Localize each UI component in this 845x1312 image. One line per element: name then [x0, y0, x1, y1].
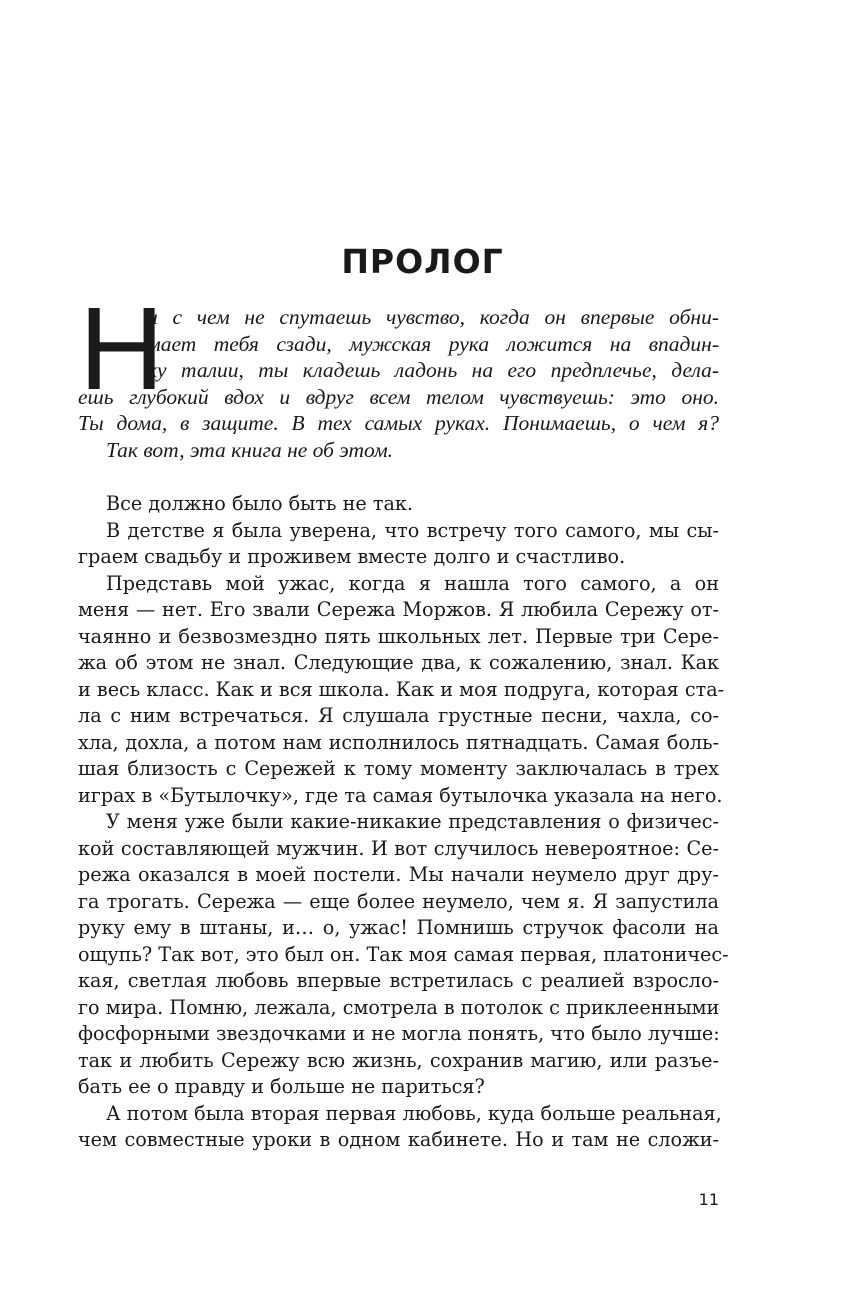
body-line: В детстве я была уверена, что встречу того самого, мы сы-: [106, 519, 719, 542]
body-line: кой составляющей мужчин. И вот случилось невероятное: Се-: [78, 837, 719, 860]
page-number: 11: [698, 1190, 719, 1209]
body-line: хла, дохла, а потом нам исполнилось пятнадцать. Самая боль-: [78, 731, 719, 754]
body-line: чаянно и безвозмездно пять школьных лет. Первые три Сере-: [78, 625, 719, 648]
body-line: так и любить Сережу всю жизнь, сохранив магию, или разъе-: [78, 1049, 719, 1072]
body-line: га трогать. Сережа — еще более неумело, чем я. Я запустила: [78, 890, 719, 913]
epigraph-line: ешь глубокий вдох и вдруг всем телом чувствуешь: это оно.: [78, 385, 719, 409]
body-line: играх в «Бутылочку», где та самая бутылочка указала на него.: [78, 784, 723, 807]
body-line: чем совместные уроки в одном кабинете. Но и там не сложи-: [78, 1128, 719, 1151]
body-line: ла с ним встречаться. Я слушала грустные песни, чахла, со-: [78, 704, 719, 727]
drop-cap-letter: Н: [79, 283, 165, 415]
body-line: кая, светлая любовь впервые встретилась с реалией взросло-: [78, 969, 719, 992]
epigraph-line: Ты дома, в защите. В тех самых руках. Понимаешь, о чем я?: [78, 411, 719, 435]
body-line: Представь мой ужас, когда я нашла того самого, а он: [106, 572, 719, 595]
body-line: фосфорными звездочками и не могла понять, что было лучше:: [78, 1022, 720, 1045]
body-line: ощупь? Так вот, это был он. Так моя самая первая, платоничес-: [78, 943, 729, 966]
body-line: жа об этом не знал. Следующие два, к сожалению, знал. Как: [78, 651, 719, 674]
body-line: У меня уже были какие-никакие представления о физичес-: [106, 810, 719, 833]
body-line: А потом была вторая первая любовь, куда больше реальная,: [106, 1102, 722, 1125]
body-line: режа оказался в моей постели. Мы начали неумело друг дру-: [78, 863, 719, 886]
epigraph-line: Так вот, эта книга не об этом.: [106, 438, 394, 462]
body-line: меня — нет. Его звали Сережа Моржов. Я любила Сережу от-: [78, 598, 719, 621]
epigraph-line: и с чем не спутаешь чувство, когда он впервые обни-: [147, 305, 719, 329]
body-line: го мира. Помню, лежала, смотрела в потолок с приклеенными: [78, 996, 720, 1019]
body-line: шая близость с Сережей к тому моменту заключалась в трех: [78, 757, 719, 780]
body-line: Все должно было быть не так.: [106, 492, 413, 515]
epigraph-line: ку талии, ты кладешь ладонь на его предплечье, дела-: [147, 358, 719, 382]
body-line: и весь класс. Как и вся школа. Как и моя подруга, которая ста-: [78, 678, 725, 701]
epigraph-line: мает тебя сзади, мужская рука ложится на впадин-: [147, 332, 719, 356]
body-line: бать ее о правду и больше не париться?: [78, 1075, 485, 1098]
chapter-title: ПРОЛОГ: [341, 242, 504, 281]
body-line: граем свадьбу и проживем вместе долго и счастливо.: [78, 545, 626, 568]
body-line: руку ему в штаны, и… о, ужас! Помнишь стручок фасоли на: [78, 916, 719, 939]
